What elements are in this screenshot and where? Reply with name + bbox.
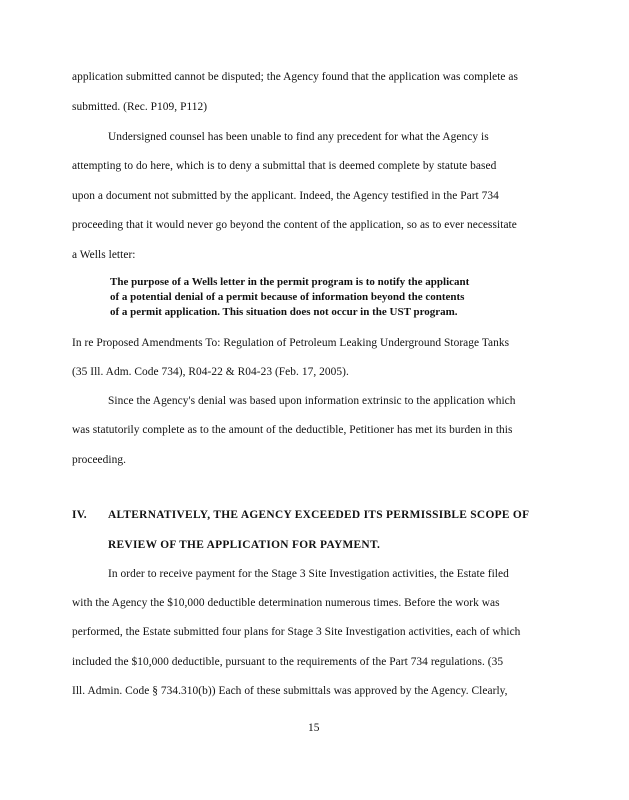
block-quote-line: The purpose of a Wells letter in the permit program is to notify the applicant <box>110 276 470 288</box>
body-line: with the Agency the $10,000 deductible determination numerous times. Before the work was <box>72 597 500 609</box>
body-line: Since the Agency's denial was based upon information extrinsic to the application which <box>108 395 516 407</box>
page-number: 15 <box>308 722 320 734</box>
section-heading: REVIEW OF THE APPLICATION FOR PAYMENT. <box>108 539 381 551</box>
body-line: a Wells letter: <box>72 249 136 261</box>
citation-line: (35 Ill. Adm. Code 734), R04-22 & R04-23 (Feb. 17, 2005). <box>72 366 349 378</box>
block-quote-line: of a permit application. This situation does not occur in the UST program. <box>110 306 458 318</box>
body-line: Undersigned counsel has been unable to find any precedent for what the Agency is <box>108 131 489 143</box>
citation-line: In re Proposed Amendments To: Regulation of Petroleum Leaking Underground Storage Tanks <box>72 337 510 349</box>
body-line: performed, the Estate submitted four plans for Stage 3 Site Investigation activities, each of which <box>72 626 521 638</box>
body-line: application submitted cannot be disputed; the Agency found that the application was complete as <box>72 71 519 83</box>
body-line: proceeding that it would never go beyond the content of the application, so as to ever necessitate <box>72 219 517 231</box>
body-line: In order to receive payment for the Stage 3 Site Investigation activities, the Estate filed <box>108 568 509 580</box>
section-heading: ALTERNATIVELY, THE AGENCY EXCEEDED ITS PERMISSIBLE SCOPE OF <box>108 509 530 521</box>
body-line: proceeding. <box>72 454 126 466</box>
body-line: upon a document not submitted by the applicant. Indeed, the Agency testified in the Part 734 <box>72 190 499 202</box>
body-line: was statutorily complete as to the amount of the deductible, Petitioner has met its burden in this <box>72 424 513 436</box>
body-line: included the $10,000 deductible, pursuant to the requirements of the Part 734 regulations. (35 <box>72 656 504 668</box>
block-quote-line: of a potential denial of a permit because of information beyond the contents <box>110 291 465 303</box>
body-line: Ill. Admin. Code § 734.310(b)) Each of these submittals was approved by the Agency. Clearly, <box>72 685 508 697</box>
section-number: IV. <box>72 509 87 521</box>
body-line: attempting to do here, which is to deny a submittal that is deemed complete by statute based <box>72 160 497 172</box>
body-line: submitted. (Rec. P109, P112) <box>72 101 208 113</box>
